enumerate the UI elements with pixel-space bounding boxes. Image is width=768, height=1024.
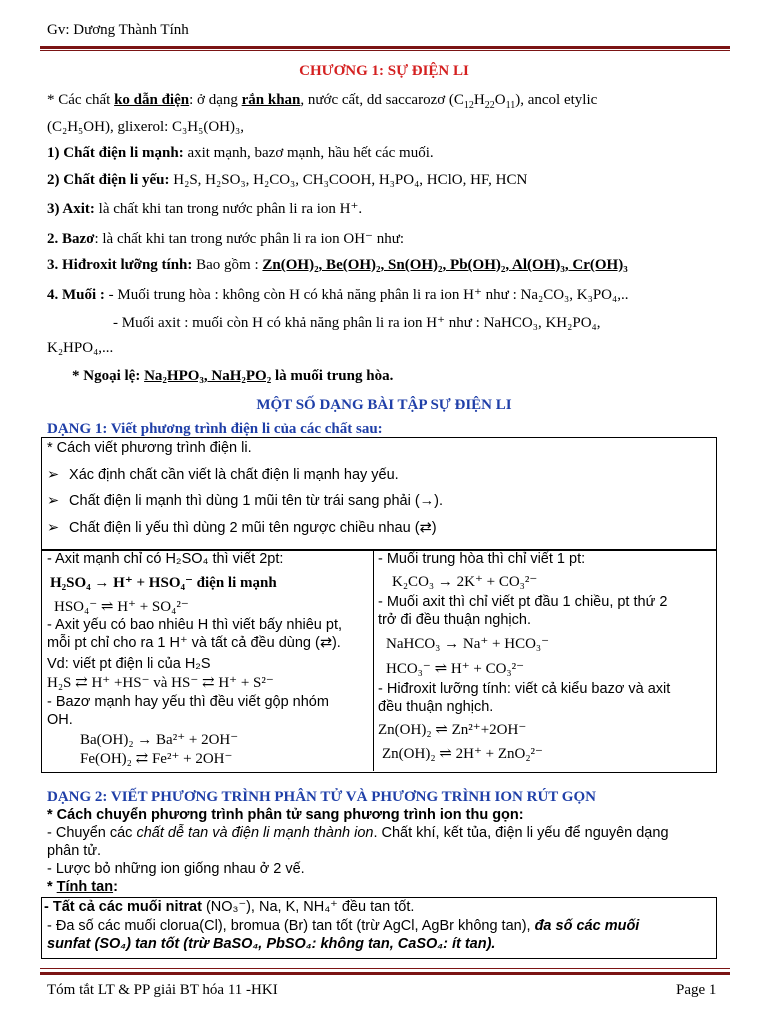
left-line-3: mỗi pt chỉ cho ra 1 H⁺ và tất cả đều dùng (⇄). (47, 635, 341, 651)
solubility-emph: - Tất cả các muối nitrat (44, 899, 202, 915)
header-rule (40, 46, 730, 49)
dang2-text: . Chất khí, kết tủa, điện li yếu để nguyên dạng (373, 825, 669, 841)
page-number: Page 1 (676, 982, 717, 998)
bullet-arrow-icon: ➢ (47, 520, 60, 536)
intro-text: , nước cất, dd saccarozơ (C (300, 92, 464, 108)
item-text: : là chất khi tan trong nước phân li ra ion OH⁻ như: (94, 231, 405, 247)
dang2-line-1: * Cách chuyển phương trình phân tử sang phương trình ion thu gọn: (47, 807, 524, 823)
solubility-line-3: sunfat (SO₄) tan tốt (trừ BaSO₄, PbSO₄: không tan, CaSO₄: ít tan). (47, 936, 496, 952)
intro-text: ), ancol etylic (515, 92, 598, 108)
dang1-title: DẠNG 1: Viết phương trình điện li của các chất sau: (47, 421, 383, 437)
item-label: 3) Axit: (47, 201, 95, 217)
left-eq-1: H₂SO₄ → H⁺ + HSO₄⁻ điện li mạnh (50, 575, 277, 591)
intro-emph: rắn khan (241, 92, 301, 108)
method-text: Xác định chất cần viết là chất điện li mạnh hay yếu. (69, 467, 399, 483)
right-line-5: đều thuận nghịch. (378, 699, 494, 715)
footer-title: Tóm tắt LT & PP giải BT hóa 11 -HKI (47, 982, 278, 998)
method-line-4 (47, 520, 437, 536)
exception-label: * Ngoại lệ: (72, 368, 145, 384)
item-strong (47, 145, 434, 162)
method-text: Chất điện li yếu thì dùng 2 mũi tên ngược chiều nhau (⇄) (69, 520, 437, 536)
intro-text: * Các chất (47, 92, 115, 108)
right-eq-4: Zn(OH)₂ ⇌ Zn²⁺+2OH⁻ (378, 722, 527, 738)
intro-sub: 12 (463, 100, 474, 111)
left-eq-4: Ba(OH)₂ → Ba²⁺ + 2OH⁻ (80, 732, 239, 748)
item-exception (72, 368, 393, 385)
item-label: 2) Chất điện li yếu: (47, 172, 170, 188)
item-label: 1) Chất điện li mạnh: (47, 145, 184, 161)
bullet-arrow-icon: ➢ (47, 493, 60, 509)
item-weak (47, 172, 527, 189)
intro-sub: 11 (505, 100, 516, 111)
item-text: H₂S, H₂SO₃, H₂CO₃, CH₃COOH, H₃PO₄, HClO, HF, HCN (169, 172, 528, 188)
solubility-emph: đa số các muối (534, 918, 640, 934)
right-eq-5: Zn(OH)₂ ⇌ 2H⁺ + ZnO₂²⁻ (382, 746, 543, 762)
footer-rule (40, 972, 730, 975)
left-eq-5: Fe(OH)₂ ⇄ Fe²⁺ + 2OH⁻ (80, 751, 233, 767)
intro-text: H (473, 92, 485, 108)
dang2-line-2 (47, 825, 669, 841)
item-salt (47, 285, 629, 304)
method-line-1: * Cách viết phương trình điện li. (47, 440, 252, 456)
item-salt-acid-2: K₂HPO₄,... (47, 340, 114, 356)
item-text: axit mạnh, bazơ mạnh, hầu hết các muối. (183, 145, 434, 161)
right-line-4: - Hiđroxit lưỡng tính: viết cả kiểu bazơ và axit (378, 681, 671, 697)
intro-sub: 22 (484, 100, 495, 111)
dang2-line-3: phân tử. (47, 843, 102, 859)
item-base (47, 229, 404, 248)
chapter-title: CHƯƠNG 1: SỰ ĐIỆN LI (299, 63, 469, 79)
right-line-3: trở đi đều thuận nghịch. (378, 612, 532, 628)
dang2-line-4: - Lược bỏ những ion giống nhau ở 2 vế. (47, 861, 305, 877)
left-line-2: - Axit yếu có bao nhiêu H thì viết bấy nhiêu pt, (47, 617, 343, 633)
item-text: Bao gồm : (192, 257, 263, 273)
solubility-line-1 (44, 899, 414, 915)
right-eq-2: NaHCO₃ → Na⁺ + HCO₃⁻ (386, 636, 550, 652)
intro-text: O (494, 92, 506, 108)
left-line-6: OH. (47, 712, 73, 728)
header-author: Gv: Dương Thành Tính (47, 22, 189, 38)
method-line-2 (47, 467, 399, 483)
item-acid (47, 199, 362, 218)
bullet-arrow-icon: ➢ (47, 467, 60, 483)
dang2-text: * (47, 879, 57, 895)
item-amphoteric (47, 257, 628, 274)
intro-line-2: (C₂H₅OH), glixerol: C₃H₅(OH)₃, (47, 119, 244, 135)
item-label: 4. Muối : (47, 287, 105, 303)
right-eq-1: K₂CO₃ → 2K⁺ + CO₃²⁻ (392, 574, 538, 590)
right-line-1: - Muối trung hòa thì chỉ viết 1 pt: (378, 551, 586, 567)
right-eq-3: HCO₃⁻ ⇌ H⁺ + CO₃²⁻ (386, 661, 525, 677)
amphoteric-list: Zn(OH)₂, Be(OH)₂, Sn(OH)₂, Pb(OH)₂, Al(OH)₃, Cr(OH)₃ (262, 257, 628, 273)
dang2-emph: chất dễ tan và điện li mạnh thành ion (136, 825, 374, 841)
intro-line-1 (47, 92, 597, 109)
exception-list: Na₂HPO₃, NaH₂PO₂ (144, 368, 272, 384)
section-title: MỘT SỐ DẠNG BÀI TẬP SỰ ĐIỆN LI (256, 397, 512, 413)
item-label: 2. Bazơ (47, 231, 95, 247)
item-salt-acid: - Muối axit : muối còn H có khả năng phân li ra ion H⁺ như : NaHCO₃, KH₂PO₄, (113, 315, 601, 331)
item-text: là chất khi tan trong nước phân li ra ion H⁺. (94, 201, 363, 217)
intro-emph: ko dẫn điện (114, 92, 190, 108)
table-divider (373, 549, 374, 771)
intro-text: : ở dạng (189, 92, 242, 108)
item-label: 3. Hiđroxit lưỡng tính: (47, 257, 193, 273)
solubility-text: (NO₃⁻), Na, K, NH₄⁺ đều tan tốt. (201, 899, 415, 915)
header-rule-thin (40, 50, 730, 51)
method-text: Chất điện li mạnh thì dùng 1 mũi tên từ trái sang phải (→). (69, 493, 444, 509)
footer-rule-thin (40, 968, 730, 969)
exception-text: là muối trung hòa. (271, 368, 394, 384)
left-eq-3: H₂S ⇄ H⁺ +HS⁻ và HS⁻ ⇄ H⁺ + S²⁻ (47, 675, 274, 691)
solubility-text: - Đa số các muối clorua(Cl), bromua (Br) tan tốt (trừ AgCl, AgBr không tan), (47, 918, 535, 934)
dang2-text: : (113, 879, 118, 895)
method-line-3 (47, 493, 443, 509)
solubility-line-2 (47, 918, 639, 934)
item-text: - Muối trung hòa : không còn H có khả năng phân li ra ion H⁺ như : Na₂CO₃, K₃PO₄,.. (104, 287, 629, 303)
solubility-label: Tính tan (56, 879, 114, 895)
left-line-1: - Axit mạnh chỉ có H₂SO₄ thì viết 2pt: (47, 551, 284, 567)
dang2-line-5 (47, 879, 118, 895)
left-line-4: Vd: viết pt điện li của H₂S (47, 656, 211, 672)
left-eq-2: HSO₄⁻ ⇌ H⁺ + SO₄²⁻ (54, 599, 189, 615)
dang2-text: - Chuyển các (47, 825, 137, 841)
left-line-5: - Bazơ mạnh hay yếu thì đều viết gộp nhóm (47, 694, 329, 710)
right-line-2: - Muối axit thì chỉ viết pt đầu 1 chiều, pt thứ 2 (378, 594, 668, 610)
dang2-title: DẠNG 2: VIẾT PHƯƠNG TRÌNH PHÂN TỬ VÀ PHƯƠNG TRÌNH ION RÚT GỌN (47, 789, 596, 805)
